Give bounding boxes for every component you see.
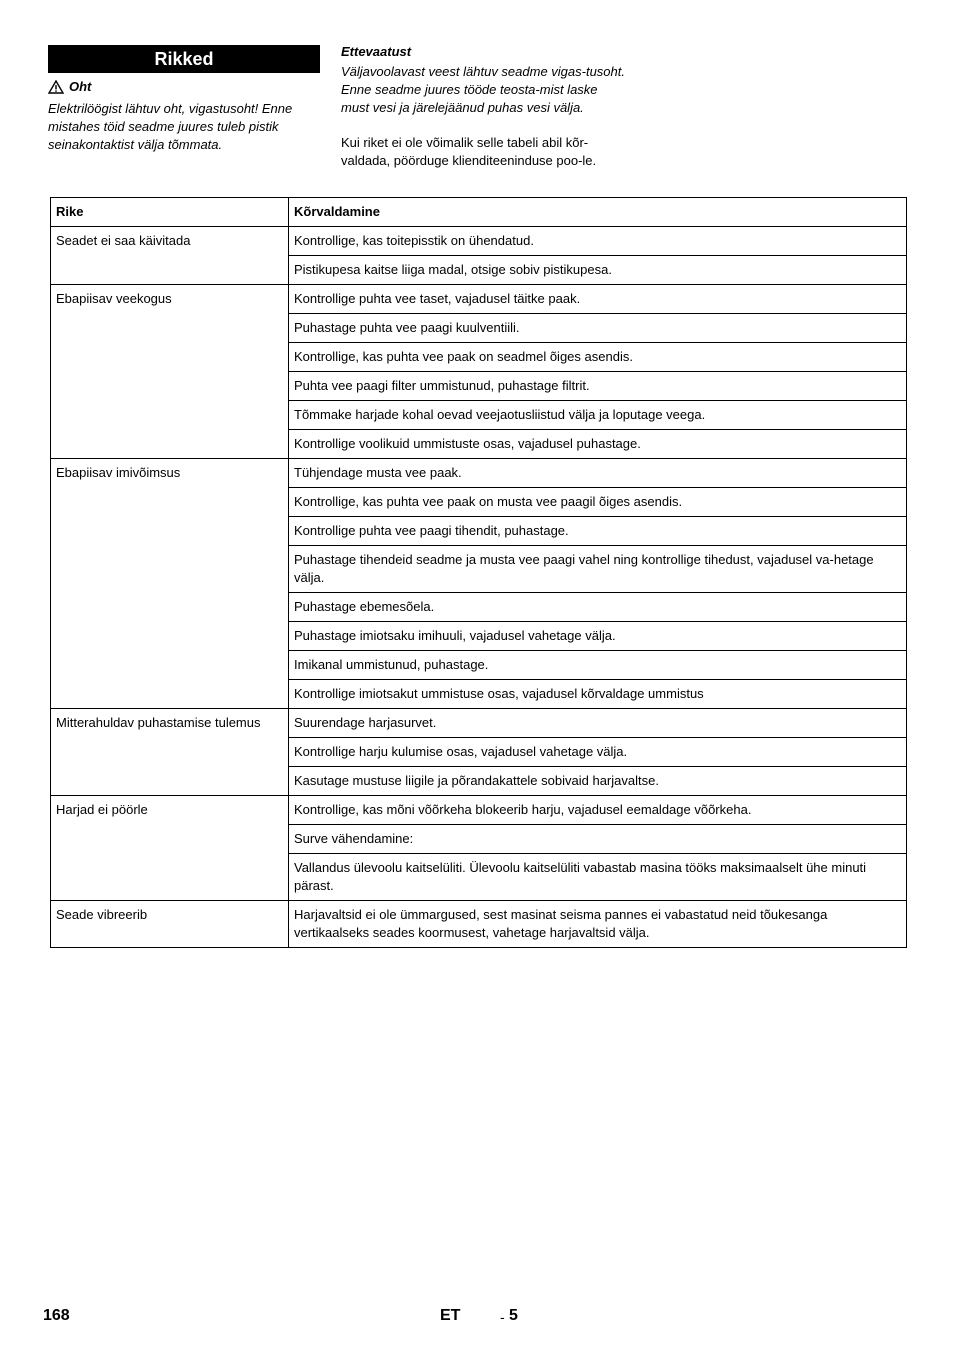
remedy-cell: Tõmmake harjade kohal oevad veejaotusliistud välja ja loputage veega. (289, 401, 907, 430)
remedy-cell: Kontrollige, kas puhta vee paak on seadmel õiges asendis. (289, 343, 907, 372)
remedy-cell: Kontrollige voolikuid ummistuste osas, vajadusel puhastage. (289, 430, 907, 459)
remedy-cell: Vallandus ülevoolu kaitselüliti. Ülevoolu kaitselüliti vabastab masina tööks maksimaalselt ühe minuti pärast. (289, 854, 907, 901)
remedy-cell: Tühjendage musta vee paak. (289, 459, 907, 488)
info-text: Kui riket ei ole võimalik selle tabeli abil kõr-valdada, pöörduge klienditeeninduse poo-le. (341, 135, 597, 168)
table-header-row (51, 198, 907, 227)
remedy-cell: Kontrollige harju kulumise osas, vajadusel vahetage välja. (289, 738, 907, 767)
fault-cell: Seade vibreerib (51, 901, 289, 948)
remedy-cell: Puhastage ebemesõela. (289, 593, 907, 622)
table-body (51, 227, 907, 948)
table-row (51, 459, 907, 488)
table-row (51, 901, 907, 948)
warning-text: Elektrilöögist lähtuv oht, vigastusoht! Enne mistahes töid seadme juures tuleb pistik seinakontaktist välja tõmmata. (48, 101, 293, 152)
warning-triangle-icon (48, 80, 64, 94)
caution-heading: Ettevaatust (341, 44, 412, 59)
fault-table (50, 197, 907, 948)
table-row (51, 709, 907, 738)
fault-cell: Mitterahuldav puhastamise tulemus (51, 709, 289, 796)
fault-cell: Harjad ei pöörle (51, 796, 289, 901)
remedy-cell: Kontrollige, kas puhta vee paak on musta vee paagil õiges asendis. (289, 488, 907, 517)
remedy-cell: Imikanal ummistunud, puhastage. (289, 651, 907, 680)
remedy-cell: Kontrollige puhta vee taset, vajadusel täitke paak. (289, 285, 907, 314)
warning-heading (48, 79, 91, 94)
table-row (51, 796, 907, 825)
remedy-cell: Puhastage imiotsaku imihuuli, vajadusel vahetage välja. (289, 622, 907, 651)
section-title: Rikked (48, 45, 320, 73)
header-remedy: Kõrvaldamine (289, 198, 907, 227)
fault-cell: Seadet ei saa käivitada (51, 227, 289, 285)
remedy-cell: Puhastage puhta vee paagi kuulventiili. (289, 314, 907, 343)
fault-cell: Ebapiisav imivõimsus (51, 459, 289, 709)
page-number: 168 (43, 1307, 70, 1324)
remedy-cell: Kontrollige, kas mõni võõrkeha blokeerib harju, vajadusel eemaldage võõrkeha. (289, 796, 907, 825)
table-row (51, 285, 907, 314)
remedy-cell: Kontrollige puhta vee paagi tihendit, puhastage. (289, 517, 907, 546)
caution-text: Väljavoolavast veest lähtuv seadme vigas-tusoht. Enne seadme juures tööde teosta-mist laske must vesi ja järelejäänud puhas vesi välja. (341, 64, 625, 115)
remedy-cell: Puhastage tihendeid seadme ja musta vee paagi vahel ning kontrollige tihedust, vajadusel va-hetage välja. (289, 546, 907, 593)
remedy-cell: Puhta vee paagi filter ummistunud, puhastage filtrit. (289, 372, 907, 401)
fault-cell: Ebapiisav veekogus (51, 285, 289, 459)
footer-separator: - (500, 1309, 505, 1325)
remedy-cell: Kontrollige, kas toitepisstik on ühendatud. (289, 227, 907, 256)
table-row (51, 227, 907, 256)
remedy-cell: Surve vähendamine: (289, 825, 907, 854)
remedy-cell: Harjavaltsid ei ole ümmargused, sest masinat seisma pannes ei vabastatud neid tõukesanga vertikaalseks seades koormusest, vahetage harjavaltsid välja. (289, 901, 907, 948)
warning-heading-text: Oht (69, 79, 92, 94)
language-code: ET (440, 1307, 461, 1324)
section-number: 5 (509, 1307, 518, 1324)
remedy-cell: Pistikupesa kaitse liiga madal, otsige sobiv pistikupesa. (289, 256, 907, 285)
remedy-cell: Kontrollige imiotsakut ummistuse osas, vajadusel kõrvaldage ummistus (289, 680, 907, 709)
remedy-cell: Kasutage mustuse liigile ja põrandakattele sobivaid harjavaltse. (289, 767, 907, 796)
remedy-cell: Suurendage harjasurvet. (289, 709, 907, 738)
header-fault: Rike (51, 198, 289, 227)
